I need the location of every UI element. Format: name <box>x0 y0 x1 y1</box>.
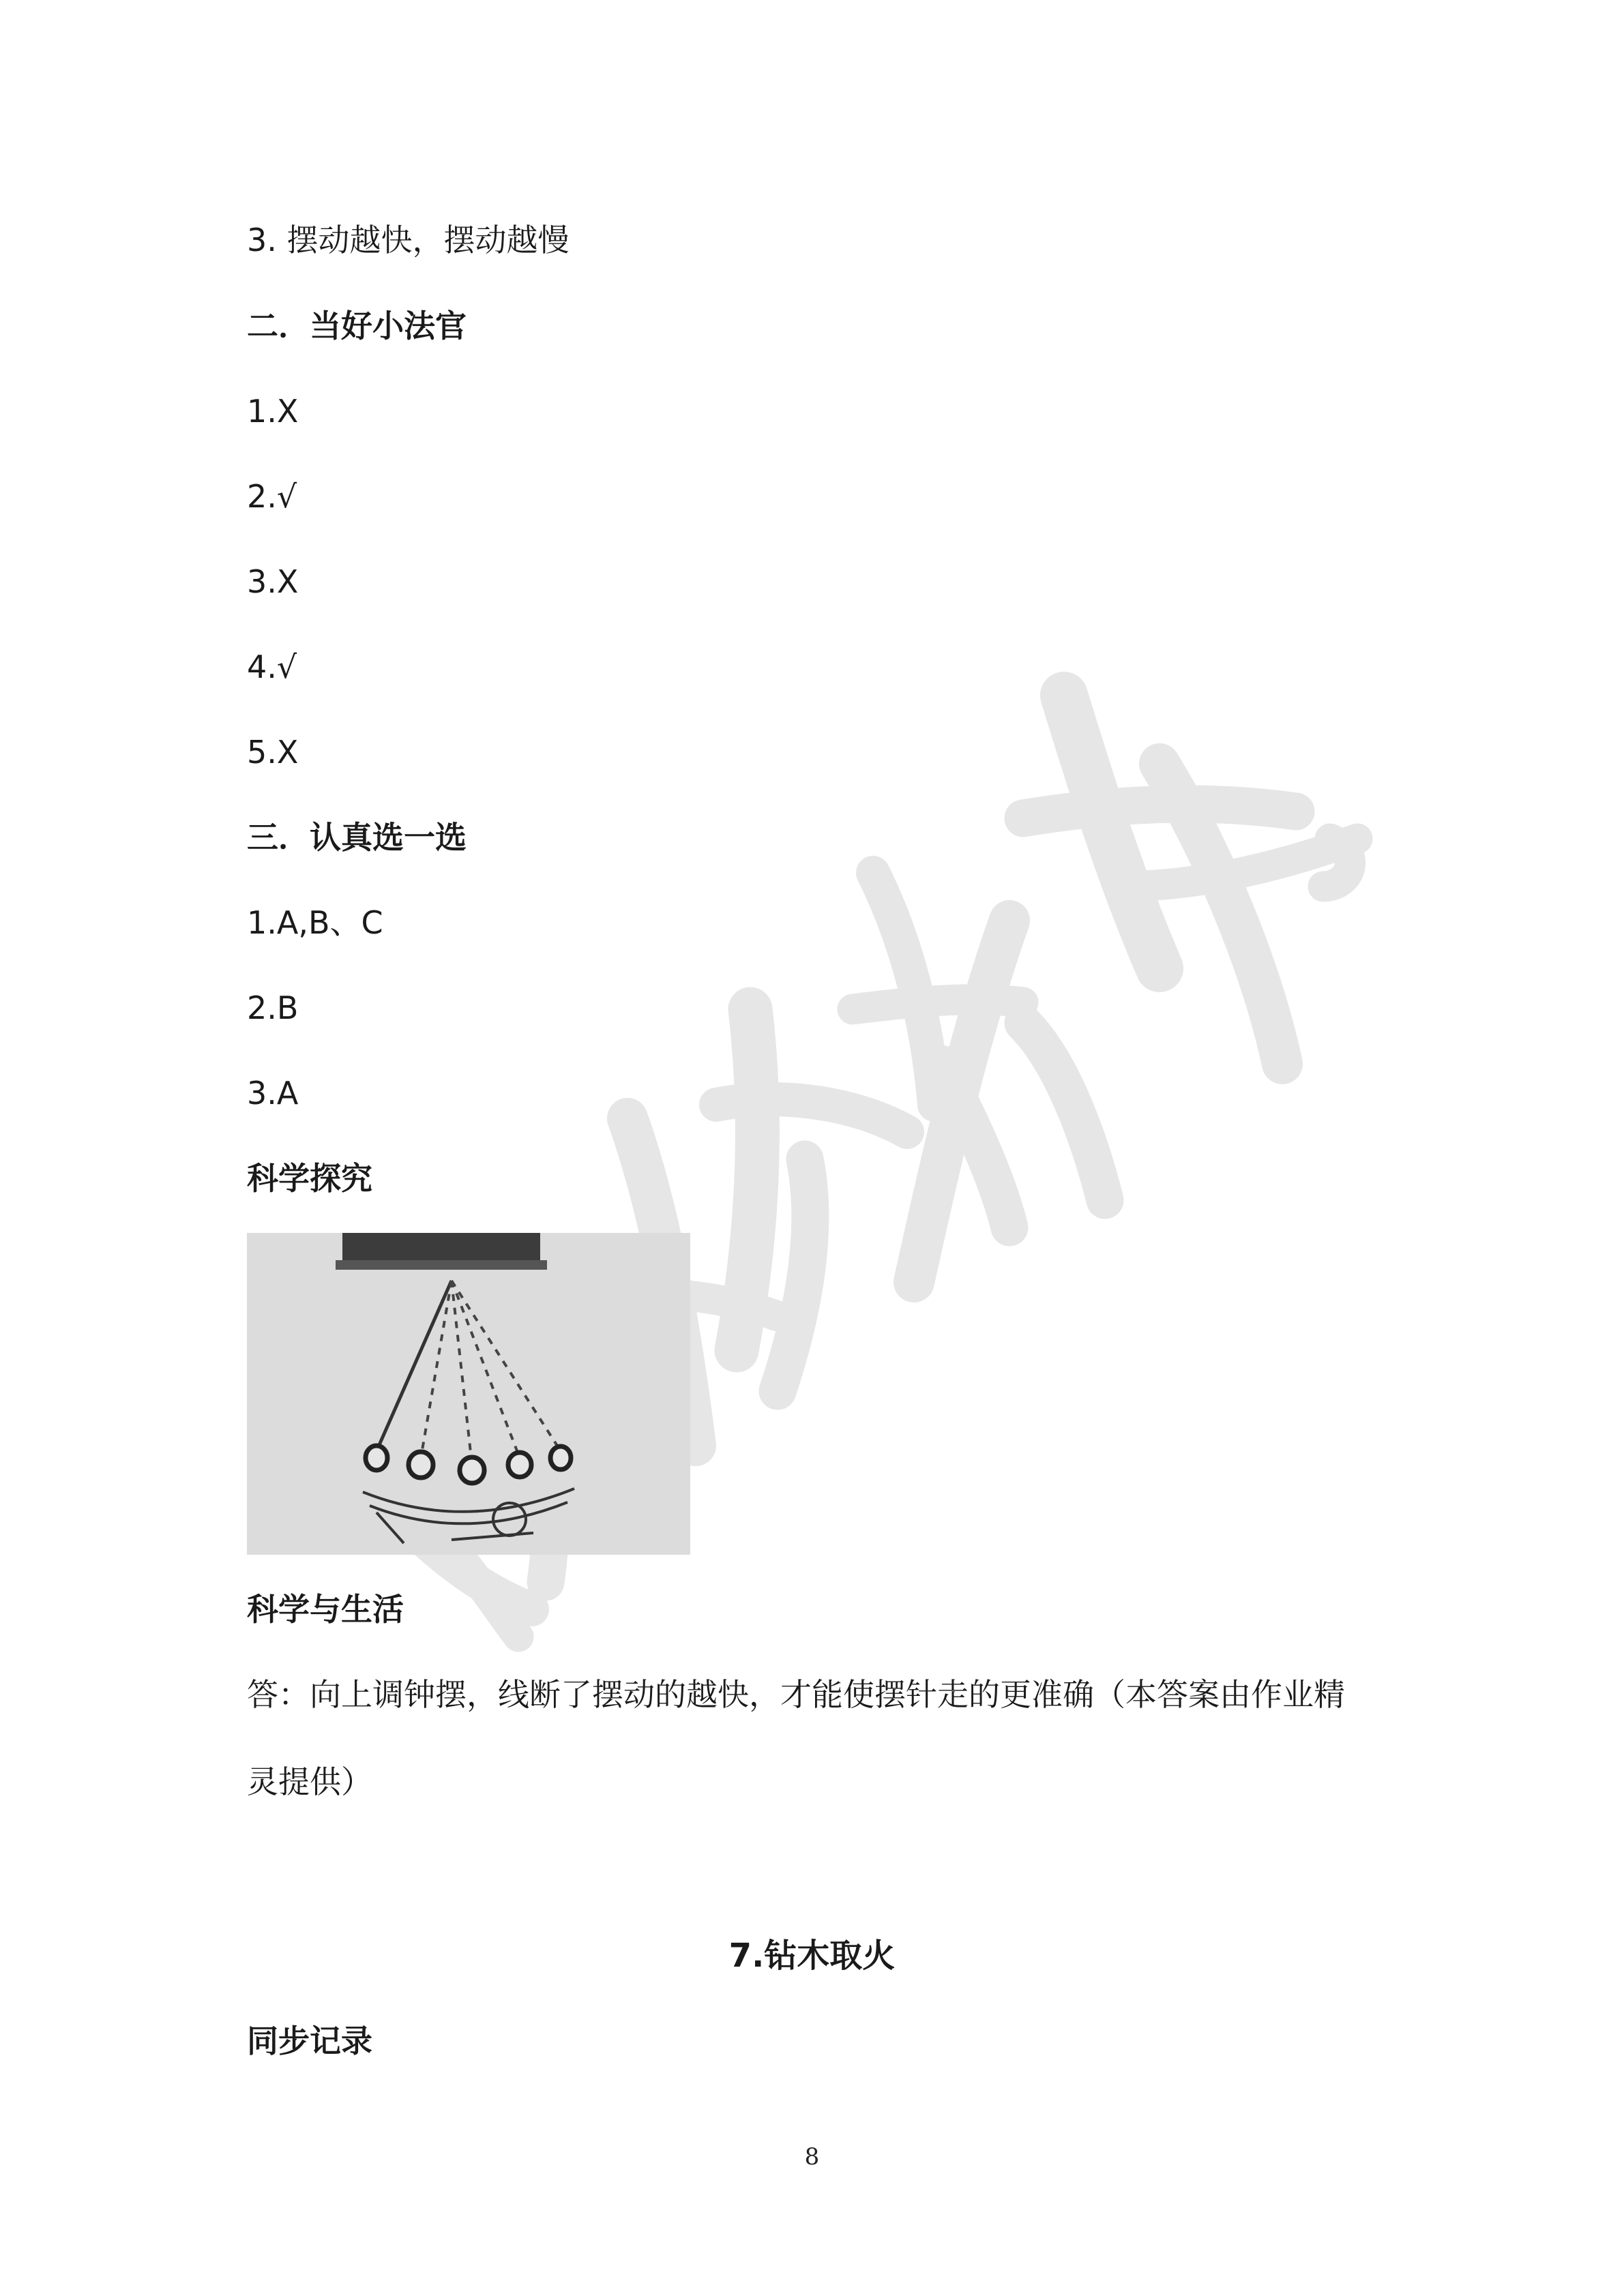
answer-line: 1.A,B、C <box>247 904 383 941</box>
chapter-title: 7.钻木取火 <box>728 1937 896 1975</box>
answer-line: 5.X <box>247 734 299 771</box>
section-heading: 同步记录 <box>247 2023 372 2059</box>
pendulum-sketch-icon <box>247 1233 690 1555</box>
section-heading: 科学探究 <box>247 1160 372 1197</box>
answer-line: 4.√ <box>247 648 297 685</box>
page-number: 8 <box>804 2143 820 2171</box>
answer-line: 2.B <box>247 989 299 1026</box>
answer-paragraph-line: 答：向上调钟摆，线断了摆动的越快，才能使摆针走的更准确（本答案由作业精 <box>247 1676 1345 1713</box>
answer-line: 3.A <box>247 1075 299 1112</box>
section-heading: 三．认真选一选 <box>247 819 467 856</box>
answer-line: 3.X <box>247 563 299 600</box>
pendulum-figure <box>247 1233 690 1555</box>
answer-paragraph-line: 灵提供） <box>247 1763 372 1800</box>
section-heading: 科学与生活 <box>247 1591 404 1628</box>
answer-line: 2.√ <box>247 478 297 515</box>
answer-line: 1.X <box>247 393 299 430</box>
section-heading: 二．当好小法官 <box>247 308 467 344</box>
answer-line: 3. 摆动越快，摆动越慢 <box>247 222 570 258</box>
